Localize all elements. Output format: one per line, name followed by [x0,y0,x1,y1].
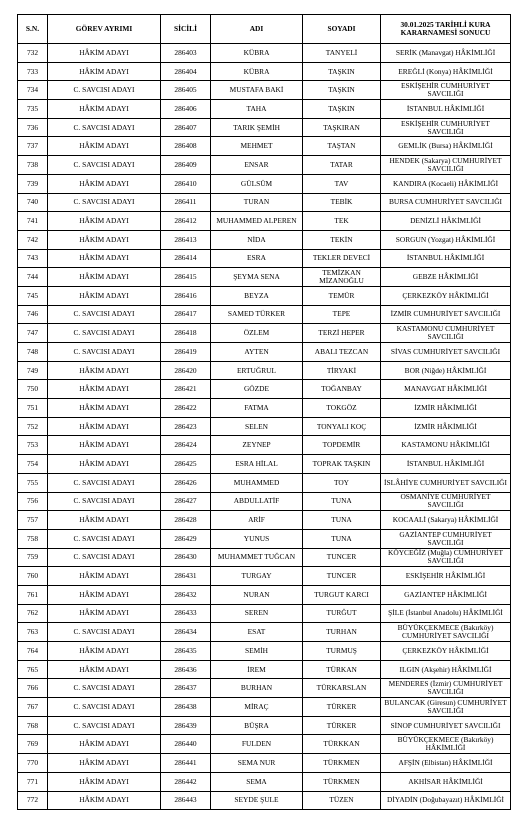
cell-registry: 286427 [161,492,211,511]
cell-first-name: SEMİH [211,642,303,661]
cell-result: ILGIN (Akşehir) HÂKİMLİĞİ [381,660,511,679]
table-row [18,286,511,305]
cell-duty: HÂKİM ADAYI [48,660,161,679]
cell-first-name: YUNUS [211,529,303,548]
cell-sn: 747 [18,324,48,343]
cell-first-name: ZEYNEP [211,436,303,455]
cell-duty: C. SAVCISI ADAYI [48,324,161,343]
cell-duty: HÂKİM ADAYI [48,754,161,773]
cell-sn: 769 [18,735,48,754]
assignment-table [17,14,511,810]
cell-surname: TAŞKIN [303,62,381,81]
cell-result: GAZİANTEP CUMHURİYET SAVCILIĞI [381,529,511,548]
cell-first-name: SELEN [211,417,303,436]
table-body [18,44,511,810]
cell-surname: TÜRKAN [303,660,381,679]
cell-duty: HÂKİM ADAYI [48,585,161,604]
table-row [18,268,511,287]
cell-sn: 740 [18,193,48,212]
cell-first-name: KÜBRA [211,44,303,63]
table-row [18,548,511,567]
cell-sn: 771 [18,772,48,791]
cell-result: İZMİR CUMHURİYET SAVCILIĞI [381,305,511,324]
header-registry: SİCİLİ [161,15,211,44]
cell-duty: C. SAVCISI ADAYI [48,623,161,642]
cell-result: BULANCAK (Giresun) CUMHURİYET SAVCILIĞI [381,698,511,717]
table-row [18,623,511,642]
cell-result: ŞİLE (İstanbul Anadolu) HÂKİMLİĞİ [381,604,511,623]
cell-duty: HÂKİM ADAYI [48,212,161,231]
cell-registry: 286425 [161,455,211,474]
cell-result: BURSA CUMHURİYET SAVCILIĞI [381,193,511,212]
cell-result: BOR (Niğde) HÂKİMLİĞİ [381,361,511,380]
cell-first-name: AYTEN [211,343,303,362]
cell-registry: 286428 [161,511,211,530]
cell-registry: 286416 [161,286,211,305]
cell-duty: HÂKİM ADAYI [48,380,161,399]
table-row [18,772,511,791]
cell-duty: HÂKİM ADAYI [48,511,161,530]
cell-first-name: TURAN [211,193,303,212]
cell-registry: 286431 [161,567,211,586]
table-row [18,343,511,362]
cell-registry: 286442 [161,772,211,791]
cell-first-name: KÜBRA [211,62,303,81]
cell-first-name: MUHAMMED [211,473,303,492]
cell-duty: C. SAVCISI ADAYI [48,343,161,362]
cell-surname: TUNA [303,511,381,530]
cell-sn: 733 [18,62,48,81]
cell-registry: 286423 [161,417,211,436]
cell-result: ESKİŞEHİR CUMHURİYET SAVCILIĞI [381,118,511,137]
cell-surname: TUNA [303,492,381,511]
cell-surname: TEPE [303,305,381,324]
cell-registry: 286441 [161,754,211,773]
cell-first-name: TAHA [211,100,303,119]
cell-registry: 286414 [161,249,211,268]
cell-result: SORGUN (Yozgat) HÂKİMLİĞİ [381,230,511,249]
cell-registry: 286440 [161,735,211,754]
cell-surname: ABALI TEZCAN [303,343,381,362]
cell-sn: 742 [18,230,48,249]
cell-first-name: MİRAÇ [211,698,303,717]
cell-first-name: SEREN [211,604,303,623]
table-row [18,230,511,249]
cell-result: MENDERES (İzmir) CUMHURİYET SAVCILIĞI [381,679,511,698]
cell-registry: 286439 [161,716,211,735]
table-row [18,436,511,455]
cell-sn: 754 [18,455,48,474]
cell-surname: TURĞUT [303,604,381,623]
table-row [18,361,511,380]
cell-duty: HÂKİM ADAYI [48,286,161,305]
cell-registry: 286413 [161,230,211,249]
cell-registry: 286419 [161,343,211,362]
cell-registry: 286432 [161,585,211,604]
table-header-row [18,15,511,44]
cell-sn: 748 [18,343,48,362]
table-row [18,380,511,399]
table-row [18,174,511,193]
cell-first-name: NURAN [211,585,303,604]
cell-first-name: ERTUĞRUL [211,361,303,380]
cell-first-name: ARİF [211,511,303,530]
cell-duty: HÂKİM ADAYI [48,642,161,661]
cell-surname: TURGUT KARCI [303,585,381,604]
cell-first-name: FATMA [211,399,303,418]
cell-surname: TÜRKER [303,698,381,717]
cell-surname: TERZİ HEPER [303,324,381,343]
cell-result: İZMİR HÂKİMLİĞİ [381,399,511,418]
table-row [18,585,511,604]
cell-sn: 757 [18,511,48,530]
cell-registry: 286429 [161,529,211,548]
cell-sn: 739 [18,174,48,193]
cell-sn: 763 [18,623,48,642]
cell-sn: 737 [18,137,48,156]
cell-duty: HÂKİM ADAYI [48,567,161,586]
cell-first-name: ESRA HİLAL [211,455,303,474]
cell-duty: HÂKİM ADAYI [48,62,161,81]
cell-registry: 286426 [161,473,211,492]
table-row [18,754,511,773]
cell-first-name: BURHAN [211,679,303,698]
cell-registry: 286434 [161,623,211,642]
cell-registry: 286410 [161,174,211,193]
cell-surname: TAŞKIN [303,100,381,119]
cell-duty: C. SAVCISI ADAYI [48,698,161,717]
cell-first-name: MUSTAFA BAKİ [211,81,303,100]
cell-sn: 732 [18,44,48,63]
cell-registry: 286438 [161,698,211,717]
cell-result: KASTAMONU CUMHURİYET SAVCILIĞI [381,324,511,343]
cell-surname: TEMİZKAN MİZANOĞLU [303,268,381,287]
cell-duty: C. SAVCISI ADAYI [48,716,161,735]
table-row [18,679,511,698]
table-row [18,100,511,119]
cell-result: GEMLİK (Bursa) HÂKİMLİĞİ [381,137,511,156]
table-row [18,212,511,231]
cell-registry: 286430 [161,548,211,567]
table-row [18,62,511,81]
cell-duty: HÂKİM ADAYI [48,249,161,268]
cell-first-name: İREM [211,660,303,679]
cell-registry: 286435 [161,642,211,661]
cell-registry: 286406 [161,100,211,119]
cell-sn: 744 [18,268,48,287]
cell-first-name: GÖZDE [211,380,303,399]
cell-result: GAZİANTEP HÂKİMLİĞİ [381,585,511,604]
table-row [18,716,511,735]
cell-result: İZMİR HÂKİMLİĞİ [381,417,511,436]
cell-result: GEBZE HÂKİMLİĞİ [381,268,511,287]
cell-sn: 767 [18,698,48,717]
cell-first-name: ŞEYMA SENA [211,268,303,287]
cell-first-name: BÜŞRA [211,716,303,735]
cell-registry: 286421 [161,380,211,399]
cell-first-name: MUHAMMED ALPEREN [211,212,303,231]
cell-sn: 764 [18,642,48,661]
cell-registry: 286409 [161,156,211,175]
cell-result: HENDEK (Sakarya) CUMHURİYET SAVCILIĞI [381,156,511,175]
cell-registry: 286418 [161,324,211,343]
cell-result: SERİK (Manavgat) HÂKİMLİĞİ [381,44,511,63]
cell-duty: HÂKİM ADAYI [48,399,161,418]
cell-result: SİNOP CUMHURİYET SAVCILIĞI [381,716,511,735]
cell-sn: 762 [18,604,48,623]
header-first-name: ADI [211,15,303,44]
cell-duty: HÂKİM ADAYI [48,436,161,455]
table-row [18,473,511,492]
cell-surname: TİRYAKİ [303,361,381,380]
cell-first-name: TARIK ŞEMİH [211,118,303,137]
cell-result: İSLÂHİYE CUMHURİYET SAVCILIĞI [381,473,511,492]
cell-duty: C. SAVCISI ADAYI [48,492,161,511]
cell-duty: HÂKİM ADAYI [48,417,161,436]
table-row [18,529,511,548]
cell-surname: TOĞANBAY [303,380,381,399]
cell-duty: C. SAVCISI ADAYI [48,473,161,492]
cell-sn: 746 [18,305,48,324]
cell-surname: TÜRKARSLAN [303,679,381,698]
cell-surname: TÜRKMEN [303,772,381,791]
table-row [18,249,511,268]
cell-registry: 286408 [161,137,211,156]
cell-first-name: ESRA [211,249,303,268]
cell-registry: 286405 [161,81,211,100]
cell-first-name: MEHMET [211,137,303,156]
cell-registry: 286411 [161,193,211,212]
cell-surname: TURMUŞ [303,642,381,661]
cell-surname: TUNA [303,529,381,548]
cell-surname: TOY [303,473,381,492]
cell-result: DİYADİN (Doğubayazıt) HÂKİMLİĞİ [381,791,511,810]
cell-first-name: GÜLSÜM [211,174,303,193]
header-result: 30.01.2025 TARİHLİ KURA KARARNAMESİ SONUCU [381,15,511,44]
table-row [18,511,511,530]
cell-result: ÇERKEZKÖY HÂKİMLİĞİ [381,642,511,661]
cell-result: BÜYÜKÇEKMECE (Bakırköy) CUMHURİYET SAVCILIĞI [381,623,511,642]
cell-duty: C. SAVCISI ADAYI [48,529,161,548]
cell-sn: 768 [18,716,48,735]
cell-duty: HÂKİM ADAYI [48,604,161,623]
table-row [18,642,511,661]
cell-surname: TANYELİ [303,44,381,63]
cell-sn: 770 [18,754,48,773]
cell-result: İSTANBUL HÂKİMLİĞİ [381,455,511,474]
cell-surname: TOPRAK TAŞKIN [303,455,381,474]
cell-duty: C. SAVCISI ADAYI [48,156,161,175]
cell-sn: 766 [18,679,48,698]
cell-surname: TEK [303,212,381,231]
cell-surname: TATAR [303,156,381,175]
cell-result: ÇERKEZKÖY HÂKİMLİĞİ [381,286,511,305]
cell-duty: HÂKİM ADAYI [48,268,161,287]
cell-result: KASTAMONU HÂKİMLİĞİ [381,436,511,455]
cell-surname: TEKLER DEVECİ [303,249,381,268]
cell-registry: 286436 [161,660,211,679]
cell-duty: HÂKİM ADAYI [48,100,161,119]
cell-registry: 286417 [161,305,211,324]
cell-duty: HÂKİM ADAYI [48,361,161,380]
cell-duty: HÂKİM ADAYI [48,455,161,474]
cell-first-name: SAMED TÜRKER [211,305,303,324]
cell-sn: 734 [18,81,48,100]
cell-duty: HÂKİM ADAYI [48,791,161,810]
table-row [18,698,511,717]
cell-result: MANAVGAT HÂKİMLİĞİ [381,380,511,399]
cell-first-name: ABDULLATİF [211,492,303,511]
cell-result: KÖYCEĞİZ (Muğla) CUMHURİYET SAVCILIĞI [381,548,511,567]
cell-registry: 286415 [161,268,211,287]
cell-sn: 751 [18,399,48,418]
table-row [18,193,511,212]
table-row [18,399,511,418]
table-row [18,417,511,436]
cell-sn: 738 [18,156,48,175]
cell-sn: 753 [18,436,48,455]
cell-surname: TEKİN [303,230,381,249]
header-sn: S.N. [18,15,48,44]
cell-duty: C. SAVCISI ADAYI [48,81,161,100]
cell-surname: TÜRKMEN [303,754,381,773]
cell-sn: 752 [18,417,48,436]
cell-registry: 286420 [161,361,211,380]
cell-first-name: TURGAY [211,567,303,586]
cell-registry: 286404 [161,62,211,81]
cell-result: AKHİSAR HÂKİMLİĞİ [381,772,511,791]
cell-first-name: SEYDE ŞULE [211,791,303,810]
cell-result: İSTANBUL HÂKİMLİĞİ [381,100,511,119]
cell-surname: TAŞKIRAN [303,118,381,137]
cell-surname: TURHAN [303,623,381,642]
cell-surname: TAV [303,174,381,193]
table-row [18,567,511,586]
cell-surname: TÜRKKAN [303,735,381,754]
table-row [18,118,511,137]
cell-sn: 750 [18,380,48,399]
cell-surname: TEBİK [303,193,381,212]
cell-first-name: NİDA [211,230,303,249]
cell-sn: 772 [18,791,48,810]
cell-surname: TÜZEN [303,791,381,810]
cell-registry: 286424 [161,436,211,455]
cell-registry: 286412 [161,212,211,231]
cell-registry: 286437 [161,679,211,698]
cell-duty: HÂKİM ADAYI [48,735,161,754]
cell-duty: C. SAVCISI ADAYI [48,193,161,212]
cell-result: KANDIRA (Kocaeli) HÂKİMLİĞİ [381,174,511,193]
cell-surname: TÜRKER [303,716,381,735]
cell-registry: 286407 [161,118,211,137]
cell-sn: 743 [18,249,48,268]
cell-registry: 286433 [161,604,211,623]
cell-sn: 759 [18,548,48,567]
cell-sn: 761 [18,585,48,604]
cell-sn: 756 [18,492,48,511]
header-duty: GÖREV AYRIMI [48,15,161,44]
cell-sn: 735 [18,100,48,119]
table-row [18,156,511,175]
cell-result: OSMANİYE CUMHURİYET SAVCILIĞI [381,492,511,511]
table-row [18,324,511,343]
cell-duty: HÂKİM ADAYI [48,772,161,791]
cell-result: AFŞİN (Elbistan) HÂKİMLİĞİ [381,754,511,773]
cell-first-name: ÖZLEM [211,324,303,343]
cell-sn: 765 [18,660,48,679]
table-row [18,735,511,754]
table-row [18,81,511,100]
cell-duty: C. SAVCISI ADAYI [48,679,161,698]
table-row [18,492,511,511]
table-row [18,137,511,156]
table-row [18,44,511,63]
cell-surname: TOPDEMİR [303,436,381,455]
cell-surname: TOKGÖZ [303,399,381,418]
cell-sn: 736 [18,118,48,137]
cell-surname: TAŞKIN [303,81,381,100]
cell-result: EREĞLİ (Konya) HÂKİMLİĞİ [381,62,511,81]
cell-surname: TUNCER [303,548,381,567]
cell-result: KOCAALİ (Sakarya) HÂKİMLİĞİ [381,511,511,530]
cell-duty: HÂKİM ADAYI [48,230,161,249]
cell-duty: C. SAVCISI ADAYI [48,548,161,567]
cell-sn: 741 [18,212,48,231]
cell-result: BÜYÜKÇEKMECE (Bakırköy) HÂKİMLİĞİ [381,735,511,754]
table-row [18,791,511,810]
cell-result: SİVAS CUMHURİYET SAVCILIĞI [381,343,511,362]
cell-first-name: ESAT [211,623,303,642]
cell-duty: HÂKİM ADAYI [48,137,161,156]
table-row [18,305,511,324]
cell-first-name: BEYZA [211,286,303,305]
cell-first-name: MUHAMMET TUĞCAN [211,548,303,567]
cell-surname: TEMÜR [303,286,381,305]
table-row [18,455,511,474]
cell-registry: 286422 [161,399,211,418]
cell-sn: 745 [18,286,48,305]
cell-surname: TONYALI KOÇ [303,417,381,436]
cell-first-name: SEMA NUR [211,754,303,773]
cell-first-name: SEMA [211,772,303,791]
cell-duty: HÂKİM ADAYI [48,44,161,63]
cell-sn: 758 [18,529,48,548]
cell-sn: 755 [18,473,48,492]
header-surname: SOYADI [303,15,381,44]
cell-sn: 760 [18,567,48,586]
cell-result: ESKİŞEHİR CUMHURİYET SAVCILIĞI [381,81,511,100]
cell-registry: 286443 [161,791,211,810]
cell-duty: C. SAVCISI ADAYI [48,118,161,137]
cell-surname: TAŞTAN [303,137,381,156]
table-row [18,604,511,623]
cell-first-name: ENSAR [211,156,303,175]
cell-result: DENİZLİ HÂKİMLİĞİ [381,212,511,231]
cell-result: İSTANBUL HÂKİMLİĞİ [381,249,511,268]
cell-surname: TUNCER [303,567,381,586]
cell-sn: 749 [18,361,48,380]
cell-first-name: FULDEN [211,735,303,754]
cell-duty: HÂKİM ADAYI [48,174,161,193]
cell-duty: C. SAVCISI ADAYI [48,305,161,324]
cell-result: ESKİŞEHİR HÂKİMLİĞİ [381,567,511,586]
cell-registry: 286403 [161,44,211,63]
table-row [18,660,511,679]
